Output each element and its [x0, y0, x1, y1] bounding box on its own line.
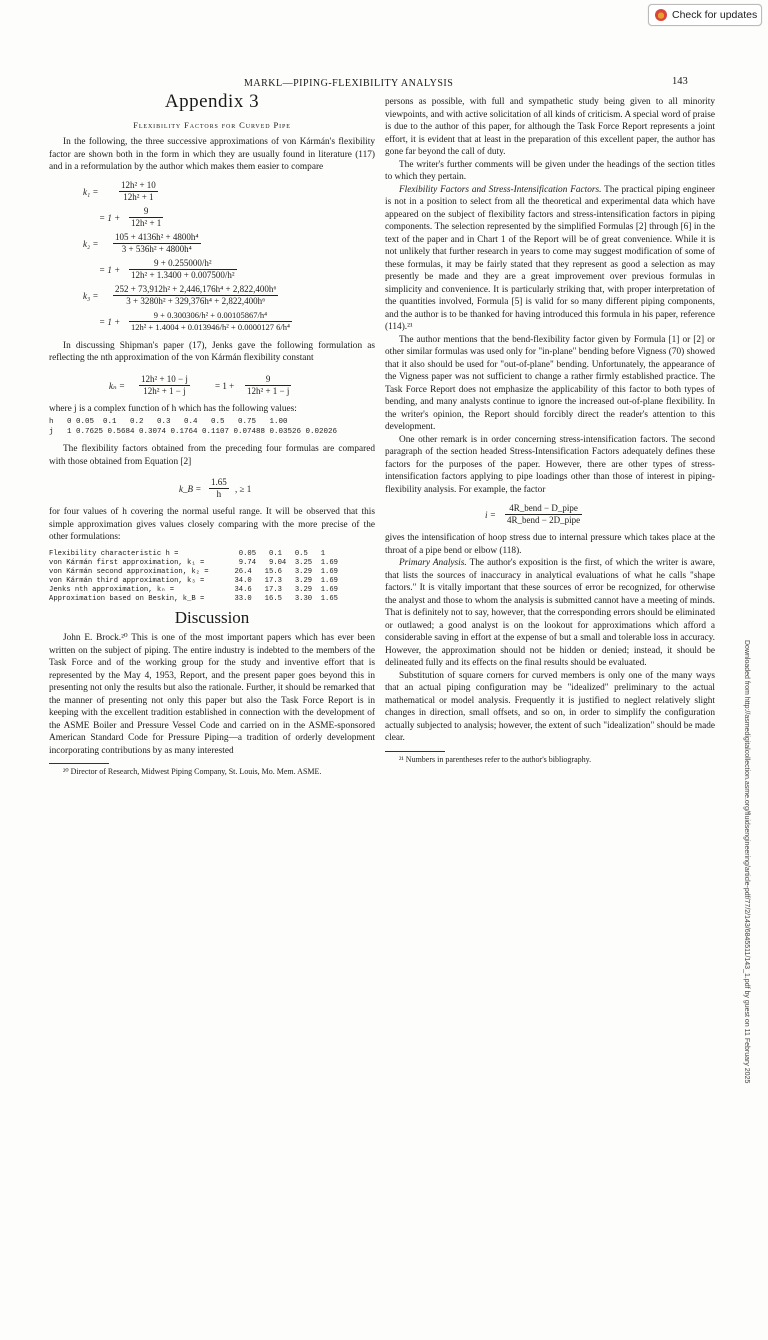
check-for-updates-badge[interactable]	[648, 4, 762, 26]
h-values-row: h 0 0.05 0.1 0.2 0.3 0.4 0.5 0.75 1.00	[49, 418, 288, 426]
four-values-paragraph: for four values of h covering the normal useful range. It will be observed that this simple approximation gives values closely comparing with the more precise of the other formulations:	[49, 507, 375, 542]
page-number: 143	[672, 76, 688, 87]
discussion-title: Discussion	[174, 607, 250, 627]
equation-kn: kₙ = $\frac{\text{12h² + 10 − j}}{\text{12h² + 1 − j}}$ = 1 + $\frac{9}{\text{12h² + 1 − j}}$	[109, 373, 290, 396]
equation-i: i = 4R_bend − D_pipe 4R_bend − 2D_pipe	[485, 503, 581, 525]
bend-flexibility-paragraph: The author mentions that the bend-flexibility factor given by Formula [1] or [2] or other similar formulas was used only for "in-plane" bending before Vigness (70) showed that it also should be used for "out-of-plane" bending. Unfortunately, the appearance of the Vigness paper was not sufficient to change a rather firmly established practice. The Task Force Report does not emphasize the applicability of this factor to both types of bending, and many analysts continue to ignore the increased out-of-plane flexibility. In the writer's opinion, the Report should forcibly direct the reader's attention to this development.	[385, 334, 715, 432]
running-title: MARKL—PIPING-FLEXIBILITY ANALYSIS	[244, 78, 454, 89]
primary-analysis-paragraph: Primary Analysis. The author's exposition is the first, of which the writer is aware, that lists the sources of inaccuracy in analytical evaluations of what he calls "shape factors." It is vitally important that these sources of error be recognized, for otherwise the analyst and those to whom the analysis is submitted cannot have a meeting of minds. That is definitely not to say, however, that the corresponding errors should be eliminated or outlawed; a good analyst is on the lookout for approximations which afford a considerable saving in effort at the expense of but a small and tolerable loss in accuracy. However, the approximation should not be hidden or denied; instead, it should be delineated fully and its effects on the final results should be evaluated.	[385, 558, 715, 668]
equation-kb: k_B = $\frac{1.65}{h}$ , ≥ 1	[179, 477, 252, 499]
flexibility-table	[49, 550, 375, 604]
check-for-updates-label: Check for updates	[672, 9, 758, 21]
discussion-headings-note: The writer's further comments will be given under the headings of the section titles to which they pertain.	[385, 159, 715, 182]
footnote-20: ²⁰ Director of Research, Midwest Piping Company, St. Louis, Mo. Mem. ASME.	[63, 767, 322, 776]
shipman-paragraph: In discussing Shipman's paper (17), Jenks gave the following formulation as reflecting the nth approximation of the von Kármán flexibility constant	[49, 340, 375, 363]
hoop-stress-paragraph: gives the intensification of hoop stress due to internal pressure which takes place at the throat of a pipe bend or elbow (118).	[385, 533, 715, 556]
equation-k1: k₁ = $\frac{\text{12h² + 10}}{\text{12h² + 1}}$	[83, 179, 156, 202]
square-corners-paragraph: Substitution of square corners for curved members is only one of the many ways that an actual piping configuration may be "idealized" preliminary to the actual mathematical or model analysis. Frequently it is justified to neglect relatively slight changes in direction, small offsets, and so on, in order to simplify the configuration actually subjected to analysis; however, the extent of such "idealization" should be made clear.	[385, 670, 715, 743]
j-definition: where j is a complex function of h which has the following values:	[49, 403, 297, 414]
j-values-row: j 1 0.7625 0.5684 0.3074 0.1764 0.1107 0.07488 0.03526 0.02026	[49, 428, 338, 436]
table-row: von Kármán second approximation, k₂ = 26.4 15.6 3.29 1.69	[49, 567, 338, 576]
equation-k2-reform: = 1 + $\frac{\text{9 + 0.255000/h²}}{\text{12h² + 1.3400 + 0.007500/h²}}$	[99, 257, 235, 280]
table-row: Jenks nth approximation, kₙ = 34.6 17.3 3.29 1.69	[49, 585, 338, 594]
flexibility-factors-paragraph: Flexibility Factors and Stress-Intensification Factors. The practical piping engineer is not in a position to select from all the theoretical and experimental data which have appeared on the subject of flexibility factors and stress-intensification factors in piping components. The selection represented by the simplified Formulas [2] through [6] in the text of the paper and in Chart 1 of the Report will be of great convenience. While it is not unlikely that further research in years to come may suggest modification of some of these formulas, it may be fairly stated that they represent as good a selection as may presently be made and they are a great improvement over previous formulas in simplicity and convenience. It is particularly striking that, with proper interpretation of the quantities involved, Formula [5] is valid for so many different piping components, and the author is to be thanked for having introduced this formula in his paper, reference (114).²¹	[385, 184, 715, 332]
discussion-continued: persons as possible, with full and sympathetic study being given to all minority viewpoints, and with active solicitation of all kinds of criticism. A special word of praise is due to the author of this paper, for although the Task Force Report represents a joint effort, it is evident that at least in the preparation of this excellent paper, the author has gone far beyond the call of duty.	[385, 97, 715, 157]
table-header: Flexibility characteristic h = 0.05 0.1 0.5 1	[49, 549, 326, 558]
footnote-rule	[385, 751, 445, 752]
table-row: von Kármán third approximation, k₃ = 34.0 17.3 3.29 1.69	[49, 576, 338, 585]
crossmark-icon	[655, 9, 667, 21]
equation-k3: k₃ = $\frac{\text{252 + 73,912h² + 2,446,176h⁴ + 2,822,400h⁶}}{\text{3 + 3280h² + 329,376h⁴ + 2,822,400h⁶}}$	[83, 283, 277, 306]
footnote-21: ²¹ Numbers in parentheses refer to the author's bibliography.	[399, 754, 592, 764]
download-watermark: Downloaded from http://asmedigitalcollection.asme.org/fluidsengineering/article-pdf/77/2/143/6845511/143_1.pdf by guest on 11 February 2025	[743, 640, 750, 1084]
footnote-rule	[49, 763, 109, 764]
table-row: von Kármán first approximation, k₁ = 9.74 9.04 3.25 1.69	[49, 558, 338, 567]
table-row: Approximation based on Beskin, k_B = 33.0 16.5 3.30 1.65	[49, 594, 338, 603]
appendix-intro: In the following, the three successive approximations of von Kármán's flexibility factor are shown both in the form in which they are usually found in literature (117) and in a reformulation by the author which makes them easier to compare	[49, 137, 375, 172]
appendix-subtitle: Flexibility Factors for Curved Pipe	[133, 119, 291, 130]
compare-paragraph: The flexibility factors obtained from the preceding four formulas are compared with those obtained from Equation [2]	[49, 444, 375, 467]
equation-k2: k₂ = $\frac{\text{105 + 4136h² + 4800h⁴}}{\text{3 + 536h² + 4800h⁴}}$	[83, 231, 199, 254]
equation-k3-reform: = 1 + $\frac{\text{9 + 0.300306/h² + 0.00105867/h⁴}}{\text{12h² + 1.4004 + 0.013946/h² + 0.0000127 6/h⁴}}$	[99, 309, 290, 332]
appendix-title: Appendix 3	[164, 91, 260, 112]
left-column	[49, 91, 375, 777]
right-column	[385, 96, 715, 765]
stress-intensification-paragraph: One other remark is in order concerning stress-intensification factors. The second paragraph of the section headed Stress-Intensification Factors adequately defines these factors for the purposes of the paper. However, there are other types of stress-intensification factors applying to pipe loadings other than those of interest in piping-flexibility analysis. For example, the factor	[385, 434, 715, 495]
equation-k1-reform: = 1 + $\frac{9}{\text{12h² + 1}}$	[99, 205, 162, 228]
brock-paragraph: John E. Brock.²⁰ This is one of the most important papers which has ever been written on the subject of piping. The entire industry is indebted to the members of the Task Force and of the working group for the study and inventive effort that is represented by the May 4, 1953, Report, and the present paper goes beyond this in presenting not only the results but also the rationale. Further, it should be remarked that the manner of presenting not only this paper but also the Task Force Report is in keeping with the excellent tradition established in connection with the development of the ASME Boiler and Pressure Vessel Code and carried on in the ASME-sponsored American Standard Code for Pressure Piping—a tradition of orderly development incorporating contributions by as many interested	[49, 633, 375, 756]
